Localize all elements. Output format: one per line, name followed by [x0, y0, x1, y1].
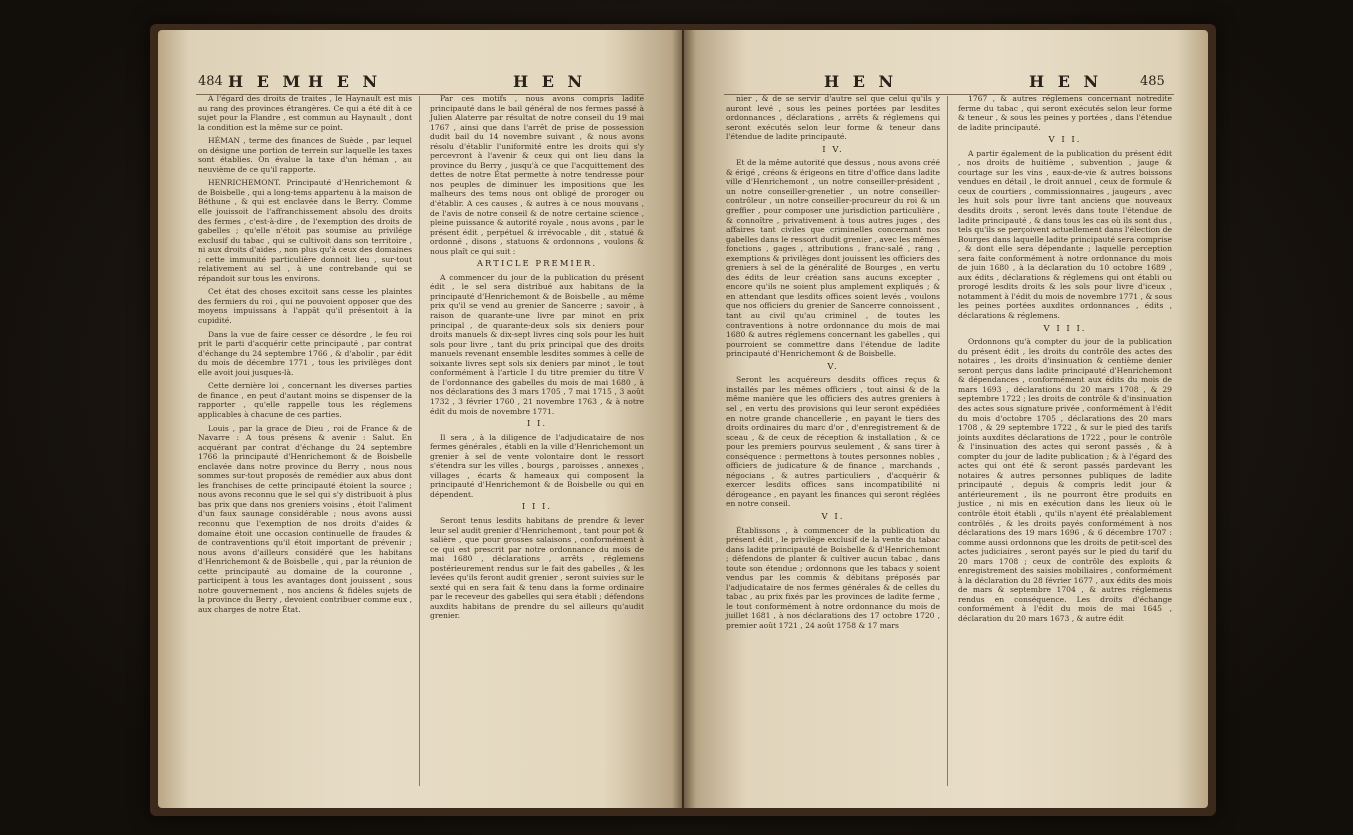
book-gutter [672, 30, 696, 808]
left-running-head-right: H E N [308, 72, 382, 91]
paragraph: Seront les acquéreurs desdits offices reçus & installés par les mêmes officiers , tout ainsi & de la même manière que les officiers des autres greniers à sel , en vertu des provisions qui leur seront expédiées en notre grande chancellerie , en payant le tiers des droits ordinaires du marc d'or , d'enregistrement & de sceau , & de ceux de réception & installation , & ce pour les premiers pourvus seulement , & sans tirer à conséquence : permettons à toutes personnes nobles , officiers de judicature & de finance , marchands , négocians , & autres particuliers , d'acquérir & exercer lesdits offices sans incompatibilité ni dérogeance , en payant les finances qui seront réglées en notre conseil. [726, 375, 940, 509]
paragraph: Seront tenus lesdits habitans de prendre & lever leur sel audit grenier d'Henrichemont , tant pour pot & salière , que pour grosses salaisons , conformément à ce qui est prescrit par notre ordonnance du mois de mai 1680 , déclarations , arrêts , réglemens postérieurement rendus sur le fait des gabelles , & les levées qu'ils feront audit grenier , seront suivies sur le sexté qui en sera fait & tenu dans la forme ordinaire par le receveur des gabelles qui sera établi ; défendons auxdits habitans de prendre du sel ailleurs qu'audit grenier. [430, 515, 644, 621]
paragraph: Et de la même autorité que dessus , nous avons créé & érigé , créons & érigeons en titre d'office dans ladite ville d'Henrichemont , un notre conseiller-président , un notre conseiller-grenetier , un notre conseiller-contrôleur , un notre conseiller-procureur du roi & un greffier , pour composer une jurisdiction particulière , & connoître , privativement à tous autres juges , des affaires tant civiles que criminelles concernant nos gabelles dans le ressort dudit grenier , avec les mêmes fonctions , gages , attributions , franc-salé , rang , exemptions & privilèges dont jouissent les officiers des greniers à sel de la généralité de Bourges , en vertu des édits de leur création sans aucuns excepter , encore qu'ils ne soient plus amplement expliqués ; & en attendant que lesdits offices soient levés , voulons que nos officiers du grenier de Sancerre connoissent , tant au civil qu'au criminel , de toutes les contraventions à notre ordonnance du mois de mai 1680 & autres réglemens concernant les gabelles , qui pourroient se commettre dans l'étendue de ladite principauté d'Henrichemont & de Boisbelle. [726, 158, 940, 359]
paragraph: nier , & de se servir d'autre sel que celui qu'ils y auront levé , sous les peines portées par lesdites ordonnances , déclarations , arrêts & réglemens qui seront exécutés selon leur forme & teneur dans l'étendue de ladite principauté. [726, 94, 940, 142]
article-heading: V I I I. [1043, 323, 1087, 334]
article-heading: I I I. [521, 502, 553, 513]
left-column-rule [419, 96, 420, 786]
paragraph: A commencer du jour de la publication du présent édit , le sel sera distribué aux habitans de la principauté d'Henrichemont & de Boisbelle , au même prix qu'il se vend au grenier de Sancerre ; savoir , à raison de quarante-une livre par minot en prix principal , de quarante-deux sols six deniers pour droits manuels & dix-sept livres cinq sols pour les huit sols pour livre , tant du prix principal que des droits manuels revenant ensemble lesdites sommes à celle de soixante livres sept sols six deniers par minot , le tout conformément à l'article I du titre premier du titre V de l'ordonnance des gabelles du mois de mai 1680 , à nos déclarations des 3 mars 1705 , 7 mai 1715 , 3 août 1732 , 3 février 1760 , 21 novembre 1763 , & à notre édit du mois de novembre 1771. [430, 272, 644, 416]
right-page-number: 485 [1140, 74, 1165, 89]
article-heading: I I. [526, 419, 548, 430]
right-column-rule [947, 96, 948, 786]
article-heading: ARTICLE PREMIER. [476, 259, 598, 270]
paragraph: 1767 , & autres réglemens concernant notredite ferme du tabac , qui seront exécutés selon leur forme & teneur , & sous les peines y portées , dans l'étendue de ladite principauté. [958, 94, 1172, 132]
paragraph: A partir également de la publication du présent édit , nos droits de huitième , subvention , jauge & courtage sur les vins , eaux-de-vie & autres boissons vendues en détail , le droit annuel , ceux de formule & ceux de courtiers , commissionnaires , jaugeurs , avec les huit sols pour livre tant anciens que nouveaux desdits droits , seront levés dans toute l'étendue de ladite principauté , & dans tous les cas où ils sont dus , tels qu'ils se perçoivent actuellement dans l'élection de Bourges dans laquelle ladite principauté sera comprise , & dont elle sera dépendante ; laquelle perception sera faite conformément à notre ordonnance du mois de juin 1680 , à la déclaration du 10 octobre 1689 , aux édits , déclarations & réglemens qui ont établi ou prorogé lesdits droits & les sols pour livre d'iceux , notamment à l'édit du mois de novembre 1771 , & sous les peines portées auxdites ordonnances , édits , déclarations & réglemens. [958, 148, 1172, 321]
paragraph: Cet état des choses excitoit sans cesse les plaintes des fermiers du roi , qui ne pouvoient opposer que des moyens impuissans à l'appât qu'il présentoit à la cupidité. [198, 287, 412, 326]
paragraph: Ordonnons qu'à compter du jour de la publication du présent édit , les droits du contrôle des actes des notaires , les droits d'insinuation & centième denier seront perçus dans ladite principauté d'Henrichemont & dépendances , conformément aux édits du mois de mars 1693 , déclarations du 20 mars 1708 , & 29 septembre 1722 ; les droits de contrôle & d'insinuation des actes sous signature privée , conformément à l'édit du mois d'octobre 1705 , déclarations des 20 mars 1708 , & 29 septembre 1722 , & sur le pied des tarifs joints auxdites déclarations de 1722 , pour le contrôle & l'insinuation des actes qui seront passés , & à compter du jour de ladite publication ; & à l'égard des actes qui ont été & seront passés pardevant les notaires & autres personnes publiques de ladite principauté , depuis & compris ledit jour & antérieurement , ils ne pourront être produits en justice , ni mis en exécution dans les lieux où le contrôle étoit établi , qu'ils n'ayent été préalablement contrôlés , & les droits payés conformément à nos déclarations des 19 mars 1696 , & 6 décembre 1707 : comme aussi ordonnons que les droits de petit-scel des actes judiciaires , seront payés sur le pied du tarif du 20 mars 1708 ; ceux de contrôle des exploits & enregistrement des saisies mobiliaires , conformément à la déclaration du 28 février 1677 , aux édits des mois de mars & septembre 1704 , & autres réglemens rendus en conséquence. Les droits d'échange conformément à l'édit du mois de mai 1645 , déclaration du 20 mars 1673 , & autre édit [958, 337, 1172, 623]
paragraph: HÉMAN , terme des finances de Suède , par lequel on désigne une portion de terrein sur laquelle les taxes sont établies. On évalue la taxe d'un héman , au neuvième de ce qu'il rapporte. [198, 136, 412, 174]
right-running-head-right: H E N [1029, 72, 1103, 91]
paragraph: Par ces motifs , nous avons compris ladite principauté dans le bail général de nos fermes passé à Julien Alaterre par résultat de notre conseil du 19 mai 1767 , ainsi que dans l'arrêt de prise de possession dudit bail du 14 novembre suivant , & nous avons résolu d'établir l'uniformité entre les droits qui s'y percevront à l'avenir & ceux qui ont lieu dans la province du Berry , jusqu'à ce que l'acquittement des dettes de notre État permette à notre tendresse pour nos peuples de diminuer les impositions que les malheurs des tems nous ont obligé de proroger ou d'établir. A ces causes , & autres à ce nous mouvans , de l'avis de notre conseil & de notre certaine science , pleine puissance & autorité royale , nous avons , par le présent édit , perpétuel & irrévocable , dit , statué & ordonné , disons , statuons & ordonnons , voulons & nous plaît ce qui suit : [430, 94, 644, 256]
paragraph: HENRICHEMONT. Principauté d'Henrichemont & de Boisbelle , qui a long-tems appartenu à la maison de Béthune , & qui est enclavée dans le Berry. Comme elle jouissoit de l'affranchissement absolu des droits des fermes , c'est-à-dire , de l'exemption des droits de gabelles ; qu'elle n'étoit pas soumise au privilége exclusif du tabac , qui se cultivoit dans son territoire , ni aux droits d'aides , non plus qu'à ceux des domaines ; cette immunité particulière donnoit lieu , sur-tout relativement au sel , à une contrebande qui se répandoit sur tous les environs. [198, 178, 412, 283]
right-page [684, 30, 1208, 808]
paragraph: Cette dernière loi , concernant les diverses parties de finance , en peut d'autant moins se dispenser de la rapporter , qu'elle rappelle tous les réglemens applicables à chacune de ces parties. [198, 381, 412, 419]
article-heading: I V. [822, 144, 844, 155]
paragraph: Il sera , à la diligence de l'adjudicataire de nos fermes générales , établi en la ville d'Henrichemont un grenier à sel de vente volontaire dont le ressort s'étendra sur les villes , bourgs , paroisses , annexes , villages , écarts & hameaux qui composent la principauté d'Henrichemont & de Boisbelle ou qui en dépendent. [430, 432, 644, 499]
paragraph: Louis , par la grace de Dieu , roi de France & de Navarre : A tous présens & avenir : Salut. En acquérant par contrat d'échange du 24 septembre 1766 la principauté d'Henrichemont & de Boisbelle enclavée dans notre province du Berry , nous nous sommes sur-tout proposés de remédier aux abus dont les franchises de cette principauté étoient la source ; nous avons reconnu que le sel qui s'y distribuoit à plus bas prix que dans nos greniers voisins , étoit l'aliment d'un faux saunage considérable ; nous avons aussi reconnu que l'exemption de nos droits d'aides & domaine étoit une occasion continuelle de fraudes & de contraventions qu'il étoit important de prévenir ; nous avons d'ailleurs considéré que les habitans d'Henrichemont & de Boisbelle , qui , par la réunion de cette principauté au domaine de la couronne , participent à tous les avantages dont jouissent , sous notre gouvernement , nos anciens & fidèles sujets de la province du Berry , devoient contribuer comme eux , aux charges de notre État. [198, 423, 412, 614]
article-heading: V I. [821, 511, 845, 522]
article-heading: V I I. [1048, 135, 1082, 146]
left-page-number: 484 [198, 74, 223, 89]
article-heading: V. [827, 361, 839, 372]
left-column-1 [198, 94, 412, 618]
right-column-2 [958, 94, 1172, 628]
left-running-head-center: H E N [513, 72, 587, 91]
paragraph: Dans la vue de faire cesser ce désordre , le feu roi prit le parti d'acquérir cette principauté , par contrat d'échange du 24 septembre 1766 , & d'abolir , par édit du mois de décembre 1771 , tous les privilèges dont elle avoit joui jusques-là. [198, 329, 412, 377]
paragraph: Établissons , à commencer de la publication du présent édit , le privilège exclusif de la vente du tabac dans ladite principauté de Boisbelle & d'Henrichemont ; défendons de planter & cultiver aucun tabac , dans toute son étendue ; ordonnons que les tabacs y soient vendus par les commis & débitans préposés par l'adjudicataire de nos fermes générales & de celles du tabac , au prix fixés par les provinces de ladite ferme , le tout conformément à notre ordonnance du mois de juillet 1681 , à nos déclarations des 17 octobre 1720 , premier août 1721 , 24 août 1758 & 17 mars [726, 525, 940, 630]
left-column-2 [430, 94, 644, 625]
left-page [158, 30, 682, 808]
open-book [158, 30, 1208, 808]
paragraph: A l'égard des droits de traites , le Haynault est mis au rang des provinces étrangères. Ce qui a été dit à ce sujet pour la Flandre , est commun au Haynault , dont la condition est la même sur ce point. [198, 94, 412, 132]
left-running-head-left: H E M [228, 72, 305, 91]
right-column-1 [726, 94, 940, 635]
right-running-head-left: H E N [824, 72, 898, 91]
